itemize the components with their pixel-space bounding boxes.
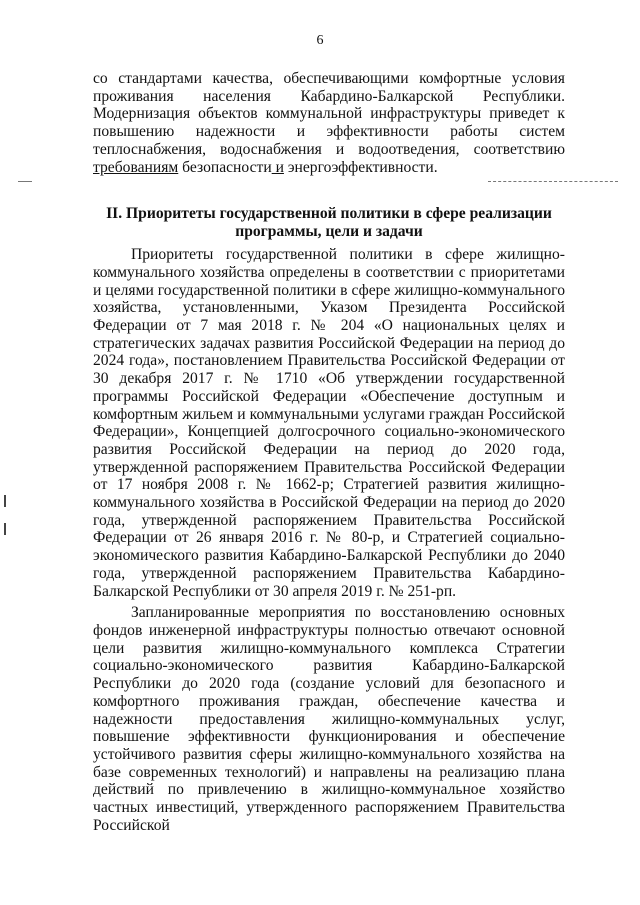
- scan-artifact-left-dash: [18, 181, 32, 182]
- intro-text: со стандартами качества, обеспечивающими комфортные условия проживания населения Кабардино-Балкарской Республики. Модернизация объектов коммунальной инфраструктуры приведет к повышению надежности и эффективности работы систем теплоснабжения, водоснабжения и водоотведения, соответствию: [93, 70, 565, 158]
- body-paragraph: Запланированные мероприятия по восстановлению основных фондов инженерной инфраструктуры полностью отвечают основной цели развития жилищно-коммунального комплекса Стратегии социально-экономического развития Кабардино-Балкарской Республики до 2020 года (создание условий для безопасного и комфортного проживания граждан, обеспечение качества и надежности предоставления жилищно-коммунальных услуг, повышение эффективности функционирования и обеспечение устойчивого развития сферы жилищно-коммунального хозяйства на базе современных технологий) и направлены на реализацию плана действий по привлечению в жилищно-коммунальное хозяйство частных инвестиций, утвержденного распоряжением Правительства Российской: [93, 604, 565, 834]
- intro-text-tail: энергоэффективности.: [283, 158, 438, 176]
- underlined-word: и: [271, 158, 284, 176]
- section-heading: II. Приоритеты государственной политики в сфере реализации программы, цели и задачи: [106, 205, 552, 241]
- page-number: 6: [316, 33, 324, 48]
- scan-artifact-tick: [4, 495, 6, 507]
- intro-text-mid: безопасности: [178, 158, 272, 176]
- body-paragraph: Приоритеты государственной политики в сфере жилищно-коммунального хозяйства определены в соответствии с приоритетами и целями государственной политики в сфере жилищно-коммунального хозяйства, установленными, Указом Президента Российской Федерации от 7 мая 2018 г. № 204 «О национальных целях и стратегических задачах развития Российской Федерации на период до 2024 года», постановлением Правительства Российской Федерации от 30 декабря 2017 г. № 1710 «Об утверждении государственной программы Российской Федерации «Обеспечение доступным и комфортным жильем и коммунальными услугами граждан Российской Федерации», Концепцией долгосрочного социально-экономического развития Российской Федерации на период до 2020 года, утвержденной распоряжением Правительства Российской Федерации от 17 ноября 2008 г. № 1662-р; Стратегией развития жилищно-коммунального хозяйства в Российской Федерации на период до 2020 года, утвержденной распоряжением Правительства Российской Федерации от 26 января 2016 г. № 80-р, и Стратегией социально-экономического развития Кабардино-Балкарской Республики до 2040 года, утвержденной распоряжением Правительства Кабардино-Балкарской Республики от 30 апреля 2019 г. № 251-рп.: [93, 246, 565, 600]
- underlined-word: требованиям: [93, 158, 179, 176]
- document-body: [93, 70, 565, 834]
- scan-artifact-tick: [4, 523, 6, 535]
- intro-paragraph: [93, 70, 565, 176]
